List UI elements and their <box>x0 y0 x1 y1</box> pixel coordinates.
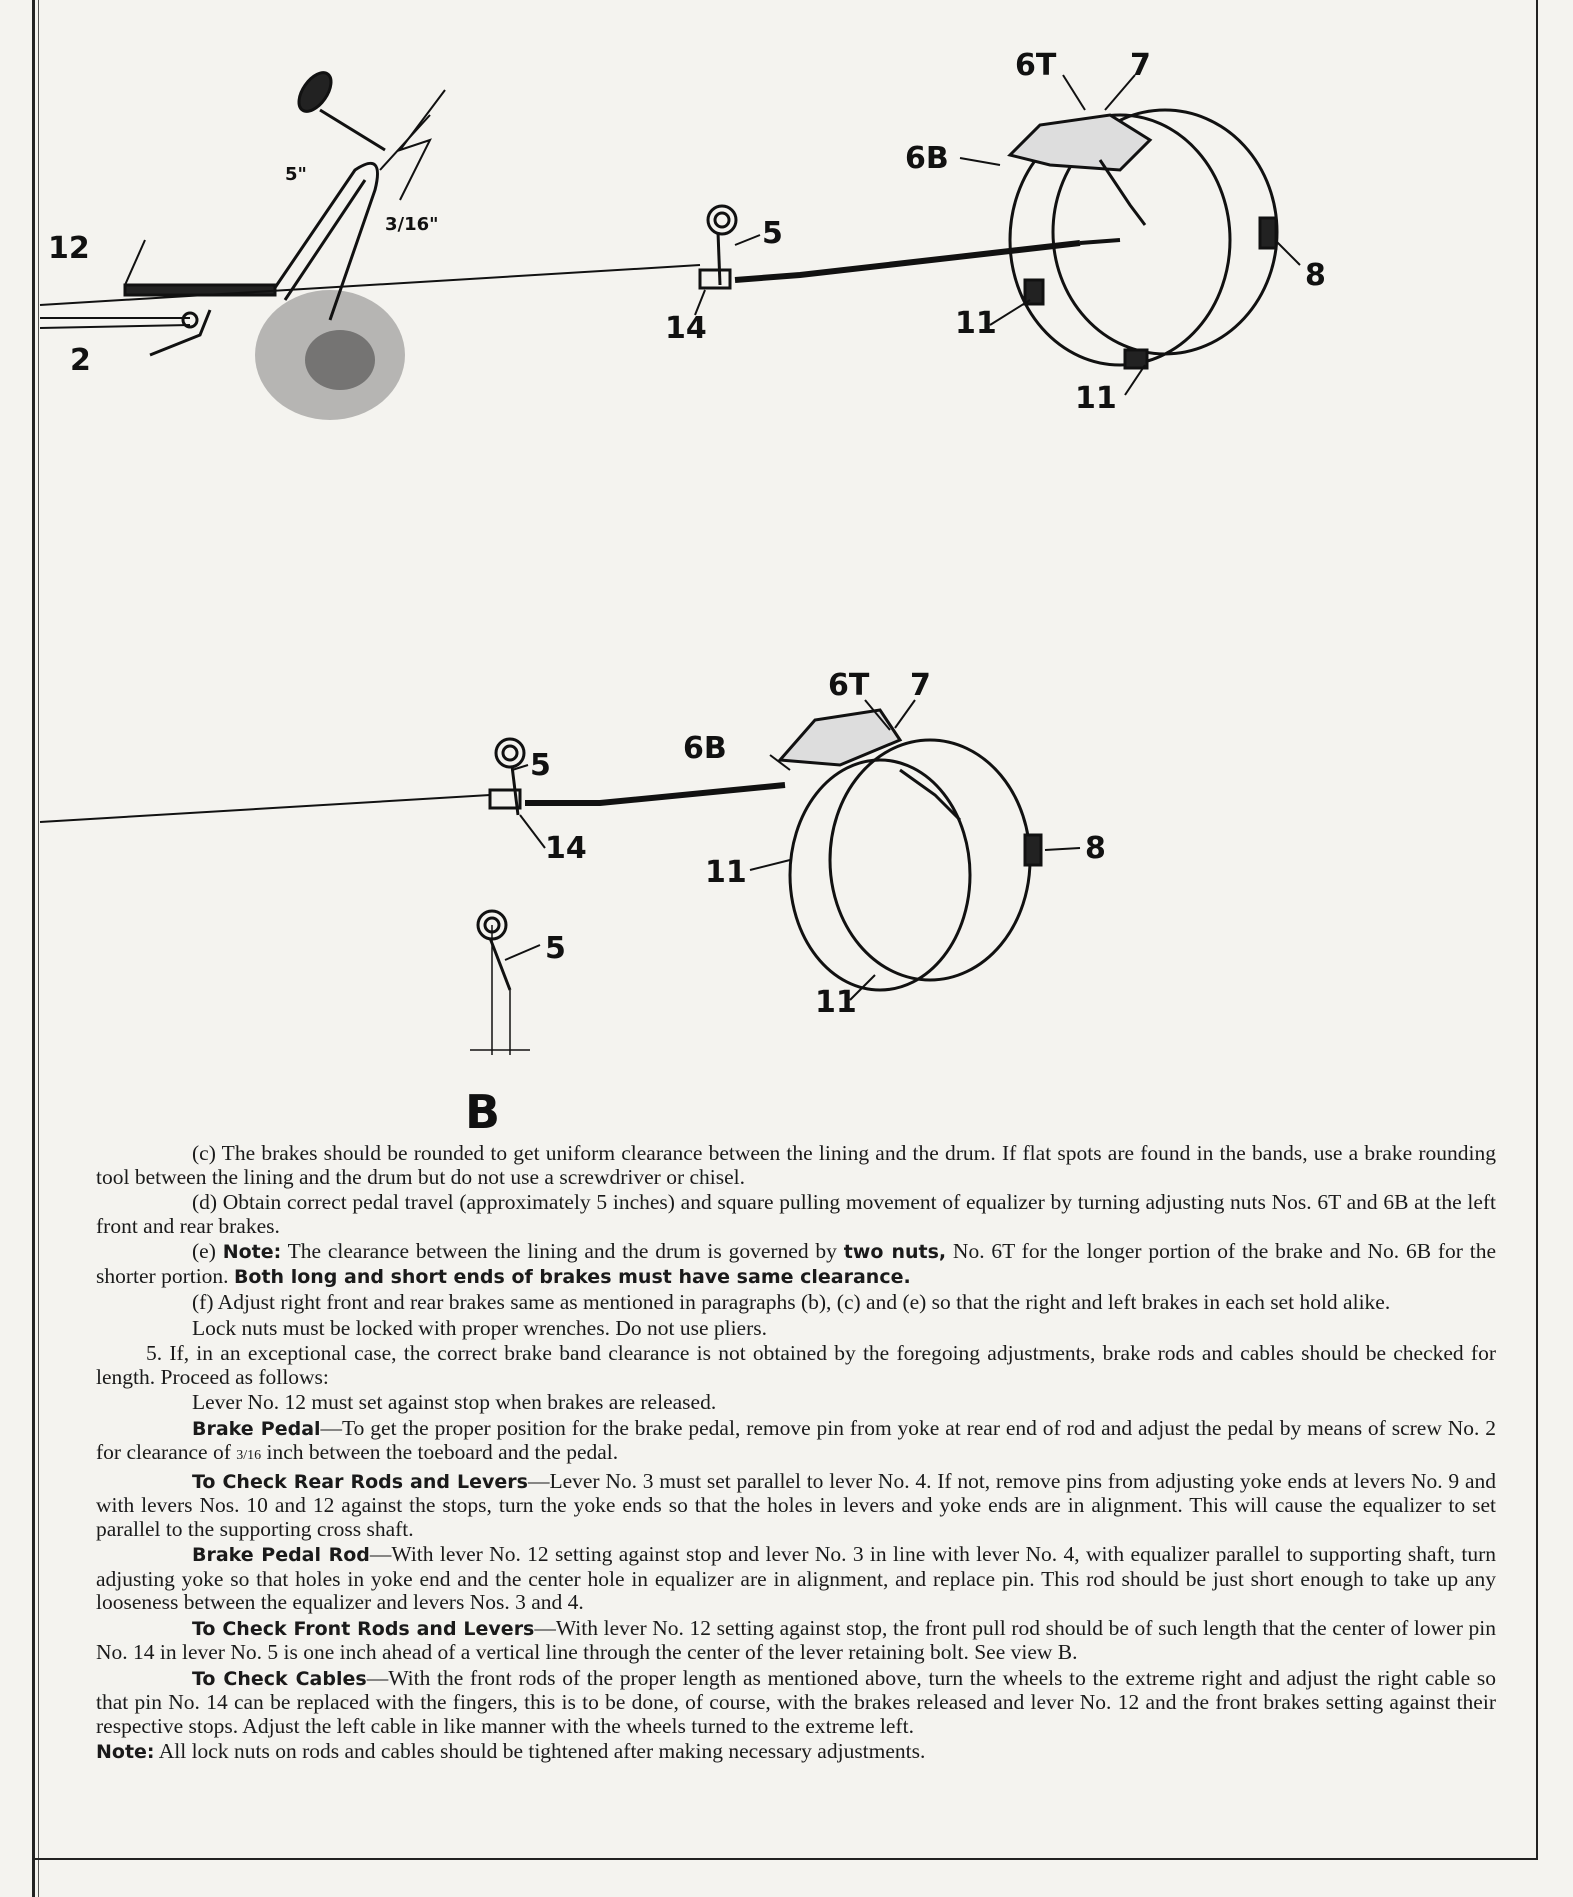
view-b-label: B <box>465 1085 501 1139</box>
brake-cable-upper <box>735 243 1080 280</box>
brake-pedal-fraction: 3/16 <box>236 1448 262 1463</box>
label-8-upper: 8 <box>1305 258 1326 293</box>
label-5-upper: 5 <box>762 216 783 251</box>
brake-pedal-rod-body: —With lever No. 12 setting against stop and lever No. 3 in line with lever No. 4, with equalizer parallel to supporting shaft, turn adjusting yoke so that holes in yoke end and the center hole in equalizer are in alignment, and replace pin. This rod should be just short enough to take up any looseness between the equalizer and levers Nos. 3 and 4. <box>96 1542 1496 1614</box>
lever-5-boss-lower <box>496 739 524 767</box>
brake-drum-lower-rim <box>830 740 1030 980</box>
lever-5-arm <box>718 232 720 285</box>
front-rod-lower <box>40 795 490 822</box>
front-rods-body: —With lever No. 12 setting against stop, the front pull rod should be of such length that the center of lower pin No. 14 in lever No. 5 is one inch ahead of a vertical line through the center of the lever retaining bolt. See view B. <box>96 1615 1496 1664</box>
label-7-upper: 7 <box>1130 48 1151 83</box>
lever-5-bolt-lower <box>503 746 517 760</box>
label-14-lower: 14 <box>545 831 587 866</box>
clip-8-upper <box>1260 218 1276 248</box>
label-5-view-b: 5 <box>545 931 566 966</box>
brake-drum-lower <box>790 760 970 990</box>
label-14-upper: 14 <box>665 311 707 346</box>
label-11a-lower: 11 <box>705 855 747 890</box>
label-6b-lower: 6B <box>683 731 727 766</box>
bottom-border-rule <box>32 1858 1538 1860</box>
label-6t-upper: 6T <box>1015 48 1057 83</box>
para-cables <box>96 1667 1496 1739</box>
dim-3-16-inch: 3/16" <box>385 214 439 235</box>
brake-arm-upper <box>1100 160 1145 225</box>
label-11a-upper: 11 <box>955 306 997 341</box>
cables-body: —With the front rods of the proper length as mentioned above, turn the wheels to the extreme right and adjust the right cable so that pin No. 14 can be replaced with the fingers, this is to be done, of course, with the brakes released and lever No. 12 and the front brakes setting against their respective stops. Adjust the left cable in like manner with the wheels turned to the extreme left. <box>96 1665 1496 1738</box>
lever-5-bolt <box>715 213 729 227</box>
pedal-shank <box>320 110 385 150</box>
dim-5-inch: 5" <box>285 164 307 185</box>
rear-rods-heading: To Check Rear Rods and Levers <box>192 1470 528 1493</box>
brake-cable-lower <box>525 785 785 803</box>
para-brake-pedal-rod <box>96 1543 1496 1615</box>
para-e-bold: Both long and short ends of brakes must have same clearance. <box>233 1265 911 1288</box>
para-front-rods <box>96 1617 1496 1665</box>
instructions-text <box>96 1142 1496 1767</box>
brake-pedal-pad <box>293 67 338 117</box>
yoke-14 <box>700 270 730 288</box>
para-e-2: No. 6T for the longer portion of the brake and No. 6B for the shorter portion. <box>96 1239 1496 1288</box>
label-11b-upper: 11 <box>1075 381 1117 416</box>
label-7-lower: 7 <box>910 668 931 703</box>
para-e-note: Note: <box>222 1241 282 1263</box>
rear-rod-lower-2 <box>40 325 190 328</box>
clip-8-lower <box>1025 835 1041 865</box>
cables-heading: To Check Cables <box>192 1667 367 1690</box>
para-c: (c) The brakes should be rounded to get uniform clearance between the lining and the drum. If flat spots are found in the bands, use a brake rounding tool between the lining and the drum but do not use a screwdriver or chisel. <box>96 1141 1496 1189</box>
label-6b-upper: 6B <box>905 141 949 176</box>
brake-pedal-heading: Brake Pedal <box>192 1417 321 1440</box>
lever-12-arm <box>125 240 145 285</box>
brake-pedal-rod-heading: Brake Pedal Rod <box>192 1544 370 1566</box>
lever-12-plate <box>125 285 275 295</box>
label-8-lower: 8 <box>1085 831 1106 866</box>
brake-pedal-arm-inner <box>285 180 365 300</box>
toeboard <box>400 90 445 200</box>
label-11b-lower: 11 <box>815 985 857 1020</box>
lever-2-arm <box>150 310 210 355</box>
label-2-upper: 2 <box>70 343 91 378</box>
cable-end-upper <box>1080 240 1120 243</box>
label-5-lower: 5 <box>530 748 551 783</box>
para-note <box>96 1740 1496 1765</box>
para-5: 5. If, in an exceptional case, the correct brake band clearance is not obtained by the foregoing adjustments, brake rods and cables should be checked for length. Proceed as follows: <box>96 1341 1496 1389</box>
ink-smudge-core <box>305 330 375 390</box>
para-rear-rods <box>96 1470 1496 1542</box>
para-lever12: Lever No. 12 must set against stop when brakes are released. <box>192 1390 717 1414</box>
para-brake-pedal <box>96 1417 1496 1468</box>
label-12-upper: 12 <box>48 231 90 266</box>
front-rods-heading: To Check Front Rods and Levers <box>192 1617 535 1640</box>
label-6t-lower: 6T <box>828 668 870 703</box>
para-e-prefix: (e) <box>192 1239 216 1263</box>
rear-rods-body: —Lever No. 3 must set parallel to lever No. 4. If not, remove pins from adjusting yoke ends at levers No. 9 and with levers Nos. 10 and 12 against the stops, turn the yoke ends so that the holes in levers and yoke ends are in alignment. This will cause the equalizer to set parallel to the supporting cross shaft. <box>96 1468 1496 1541</box>
lever-2-pivot <box>183 313 197 327</box>
para-e <box>96 1240 1496 1289</box>
note-body: All lock nuts on rods and cables should be tightened after making necessary adjustments. <box>158 1739 926 1763</box>
brake-anchor-upper <box>1010 115 1150 170</box>
para-e-1: The clearance between the lining and the drum is governed by <box>287 1239 837 1263</box>
note-heading: Note: <box>96 1741 155 1763</box>
para-d: (d) Obtain correct pedal travel (approximately 5 inches) and square pulling movement of equalizer by turning adjusting nuts Nos. 6T and 6B at the left front and rear brakes. <box>96 1190 1496 1238</box>
lever-5-boss <box>708 206 736 234</box>
view-b-lever-arm <box>490 938 510 990</box>
para-f: (f) Adjust right front and rear brakes same as mentioned in paragraphs (b), (c) and (e) so that the right and left brakes in each set hold alike. <box>192 1290 1391 1314</box>
brake-anchor-lower <box>780 710 900 765</box>
para-e-two-nuts: two nuts, <box>843 1241 947 1263</box>
para-lock: Lock nuts must be locked with proper wrenches. Do not use pliers. <box>192 1315 767 1340</box>
brake-pedal-body-2: inch between the toeboard and the pedal. <box>266 1440 619 1464</box>
brake-pedal-body-1: —To get the proper position for the brake pedal, remove pin from yoke at rear end of rod and adjust the pedal by means of screw No. 2 for clearance of <box>96 1415 1496 1464</box>
